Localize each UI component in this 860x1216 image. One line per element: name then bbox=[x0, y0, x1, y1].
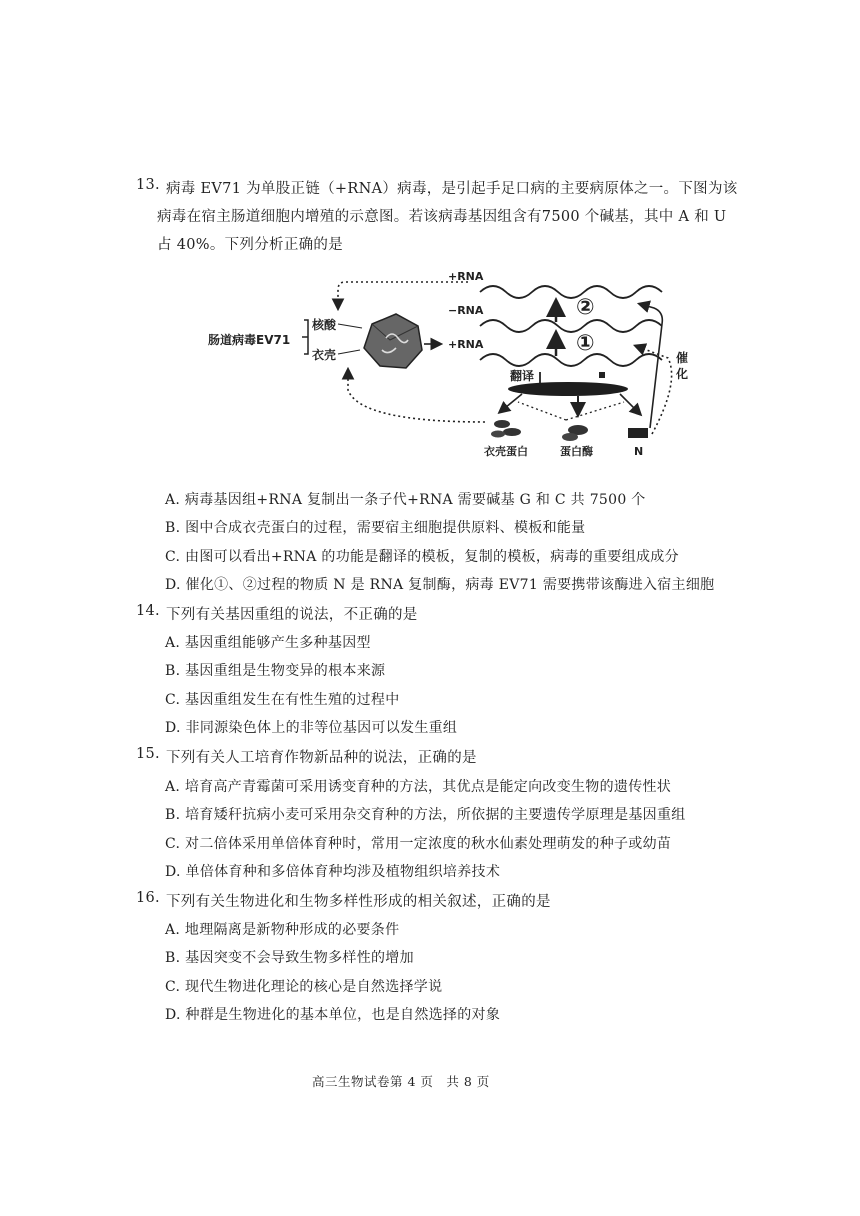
ev71-proliferation-diagram bbox=[200, 262, 710, 467]
nucleic-acid-label: 核酸 bbox=[312, 318, 337, 332]
rna-plus-top-strand bbox=[480, 286, 662, 298]
catalyze-label-1: 催 bbox=[676, 351, 689, 365]
q15-number: 15. bbox=[136, 746, 160, 762]
n-enzyme-icon bbox=[628, 428, 648, 438]
virus-particle-icon bbox=[364, 314, 422, 368]
q14-option-d: D. 非同源染色体上的非等位基因可以发生重组 bbox=[165, 720, 458, 736]
q14-option-a: A. 基因重组能够产生多种基因型 bbox=[165, 635, 371, 651]
protease-label: 蛋白酶 bbox=[560, 445, 593, 458]
q15-option-b: B. 培育矮秆抗病小麦可采用杂交育种的方法，所依据的主要遗传学原理是基因重组 bbox=[165, 807, 686, 823]
q16-option-d: D. 种群是生物进化的基本单位，也是自然选择的对象 bbox=[165, 1007, 501, 1023]
page-footer: 高三生物试卷第 4 页 共 8 页 bbox=[312, 1074, 490, 1089]
q15-option-a: A. 培育高产青霉菌可采用诱变育种的方法，其优点是能定向改变生物的遗传性状 bbox=[165, 779, 672, 795]
arrow-to-capsid-protein bbox=[500, 394, 522, 412]
capsid-protein-icon bbox=[491, 420, 521, 438]
q13-number: 13. bbox=[136, 177, 160, 193]
step2-label: ② bbox=[576, 295, 595, 320]
enzyme-marker bbox=[599, 372, 605, 378]
nucleic-acid-pointer bbox=[338, 324, 362, 328]
rna-minus-strand bbox=[480, 320, 662, 332]
q13-option-c: C. 由图可以看出+RNA 的功能是翻译的模板，复制的模板，病毒的重要组成成分 bbox=[165, 549, 679, 565]
rna-plus-top-label: +RNA bbox=[448, 270, 484, 283]
capsid-pointer bbox=[338, 350, 360, 354]
q14-option-b: B. 基因重组是生物变异的根本来源 bbox=[165, 663, 386, 679]
catalyze-label-2: 化 bbox=[676, 367, 689, 381]
q14-option-c: C. 基因重组发生在有性生殖的过程中 bbox=[165, 692, 400, 708]
q16-option-c: C. 现代生物进化理论的核心是自然选择学说 bbox=[165, 979, 443, 995]
protease-cleavage-arrows bbox=[518, 402, 624, 420]
q14-stem: 下列有关基因重组的说法，不正确的是 bbox=[166, 607, 418, 623]
q13-stem-line3: 占 40%。下列分析正确的是 bbox=[157, 237, 344, 253]
q16-stem: 下列有关生物进化和生物多样性形成的相关叙述，正确的是 bbox=[166, 894, 551, 910]
q15-stem: 下列有关人工培育作物新品种的说法，正确的是 bbox=[166, 750, 477, 766]
label-bracket bbox=[302, 320, 308, 354]
rna-plus-mid-label: +RNA bbox=[448, 338, 484, 351]
q16-option-a: A. 地理隔离是新物种形成的必要条件 bbox=[165, 922, 400, 938]
q13-stem-line1: 病毒 EV71 为单股正链（+RNA）病毒，是引起手足口病的主要病原体之一。下图为该 bbox=[166, 181, 738, 197]
arrow-to-n bbox=[620, 394, 640, 414]
q16-option-b: B. 基因突变不会导致生物多样性的增加 bbox=[165, 950, 414, 966]
assembly-arrow-capsid bbox=[348, 370, 485, 422]
protease-icon bbox=[562, 425, 588, 441]
q13-option-a: A. 病毒基因组+RNA 复制出一条子代+RNA 需要碱基 G 和 C 共 7500 个 bbox=[165, 492, 646, 508]
n-label: N bbox=[634, 445, 644, 458]
q13-option-d: D. 催化①、②过程的物质 N 是 RNA 复制酶，病毒 EV71 需要携带该酶进入宿主细胞 bbox=[165, 577, 715, 593]
q16-number: 16. bbox=[136, 890, 160, 906]
q13-stem-line2: 病毒在宿主肠道细胞内增殖的示意图。若该病毒基因组含有7500 个碱基，其中 A 和 U bbox=[157, 209, 727, 225]
capsid-protein-label: 衣壳蛋白 bbox=[484, 445, 528, 458]
q14-number: 14. bbox=[136, 603, 160, 619]
step1-label: ① bbox=[576, 331, 595, 356]
rna-minus-label: −RNA bbox=[448, 304, 484, 317]
translation-label: 翻译 bbox=[510, 369, 535, 383]
rna-plus-mid-strand bbox=[480, 354, 662, 366]
ribosome-icon bbox=[508, 382, 628, 396]
virus-label: 肠道病毒EV71 bbox=[208, 333, 291, 347]
q13-option-b: B. 图中合成衣壳蛋白的过程，需要宿主细胞提供原料、模板和能量 bbox=[165, 520, 586, 536]
q15-option-c: C. 对二倍体采用单倍体育种时，常用一定浓度的秋水仙素处理萌发的种子或幼苗 bbox=[165, 836, 672, 852]
capsid-label: 衣壳 bbox=[312, 348, 337, 362]
q15-option-d: D. 单倍体育种和多倍体育种均涉及植物组织培养技术 bbox=[165, 864, 501, 880]
